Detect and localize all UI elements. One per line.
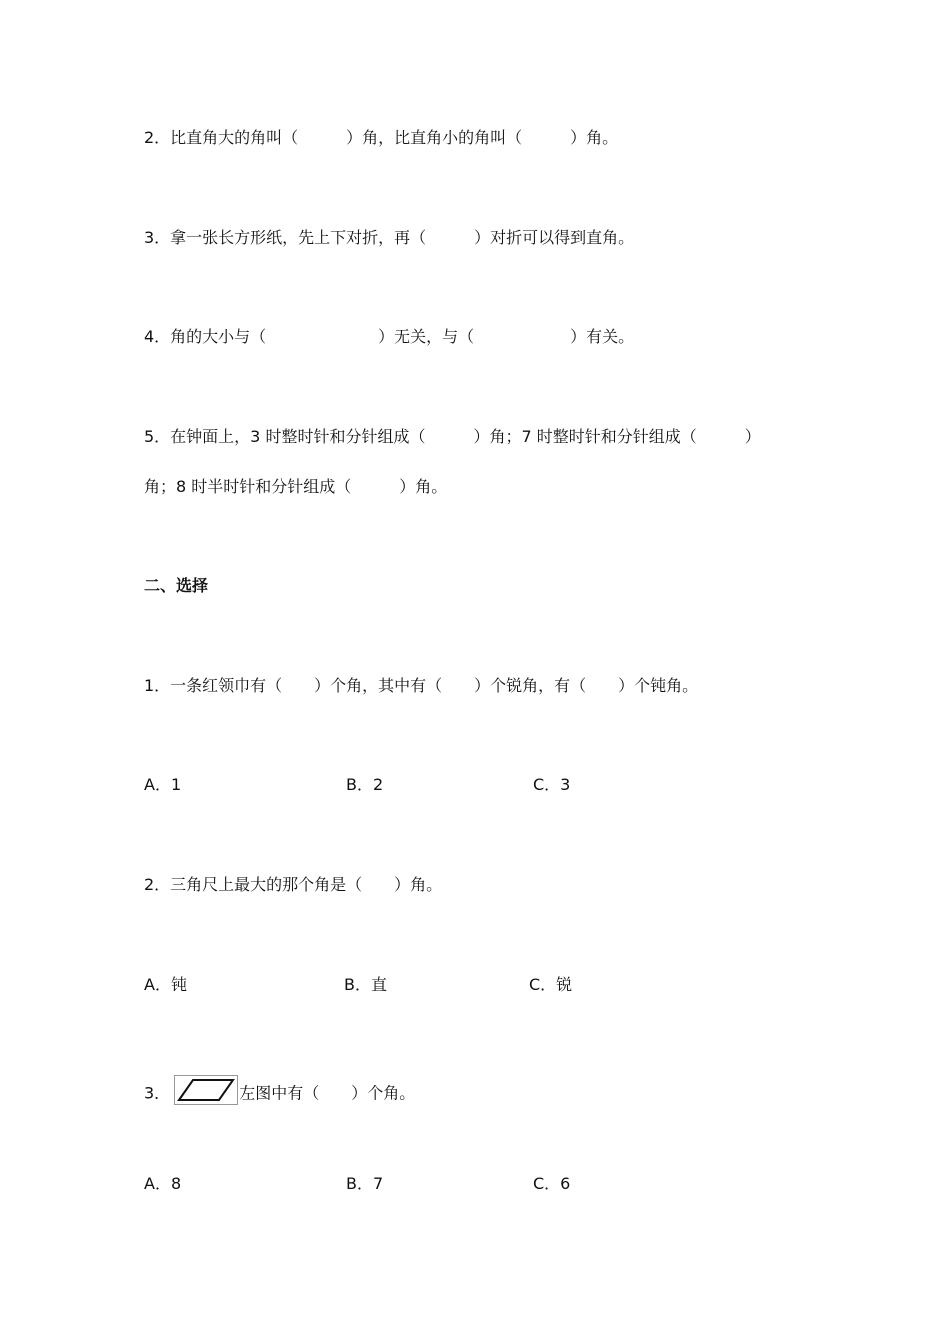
choice-question-3-stem-text: 左图中有（ ）个角。 <box>239 1083 416 1103</box>
question-3-fold-paper: 3．拿一张长方形纸，先上下对折，再（ ）对折可以得到直角。 <box>144 228 635 247</box>
question-4-angle-size: 4．角的大小与（ ）无关，与（ ）有关。 <box>144 327 635 346</box>
choice-question-2-option-b: B．直 <box>344 975 387 994</box>
choice-question-3-option-c: C．6 <box>533 1174 571 1193</box>
choice-question-2-option-a: A．钝 <box>144 975 187 994</box>
choice-question-3-option-a: A．8 <box>144 1174 182 1193</box>
section-heading-choice: 二、选择 <box>144 576 209 595</box>
parallelogram-figure-icon <box>174 1075 238 1105</box>
question-5-clock-line-2: 角；8 时半时针和分针组成（ ）角。 <box>144 477 448 496</box>
choice-question-1-option-b: B．2 <box>346 775 384 794</box>
choice-question-1-option-a: A．1 <box>144 775 182 794</box>
choice-question-3-number: 3． <box>144 1083 171 1103</box>
choice-question-1-stem: 1．一条红领巾有（ ）个角，其中有（ ）个锐角，有（ ）个钝角。 <box>144 676 699 695</box>
choice-question-2-option-c: C．锐 <box>529 975 573 994</box>
choice-question-1-option-c: C．3 <box>533 775 571 794</box>
choice-question-2-stem: 2．三角尺上最大的那个角是（ ）角。 <box>144 875 443 894</box>
question-5-clock-line-1: 5．在钟面上，3 时整时针和分针组成（ ）角；7 时整时针和分针组成（ ） <box>144 427 761 446</box>
choice-question-3-stem <box>144 1079 415 1109</box>
question-2-angle-names: 2．比直角大的角叫（ ）角，比直角小的角叫（ ）角。 <box>144 128 619 147</box>
choice-question-3-option-b: B．7 <box>346 1174 384 1193</box>
